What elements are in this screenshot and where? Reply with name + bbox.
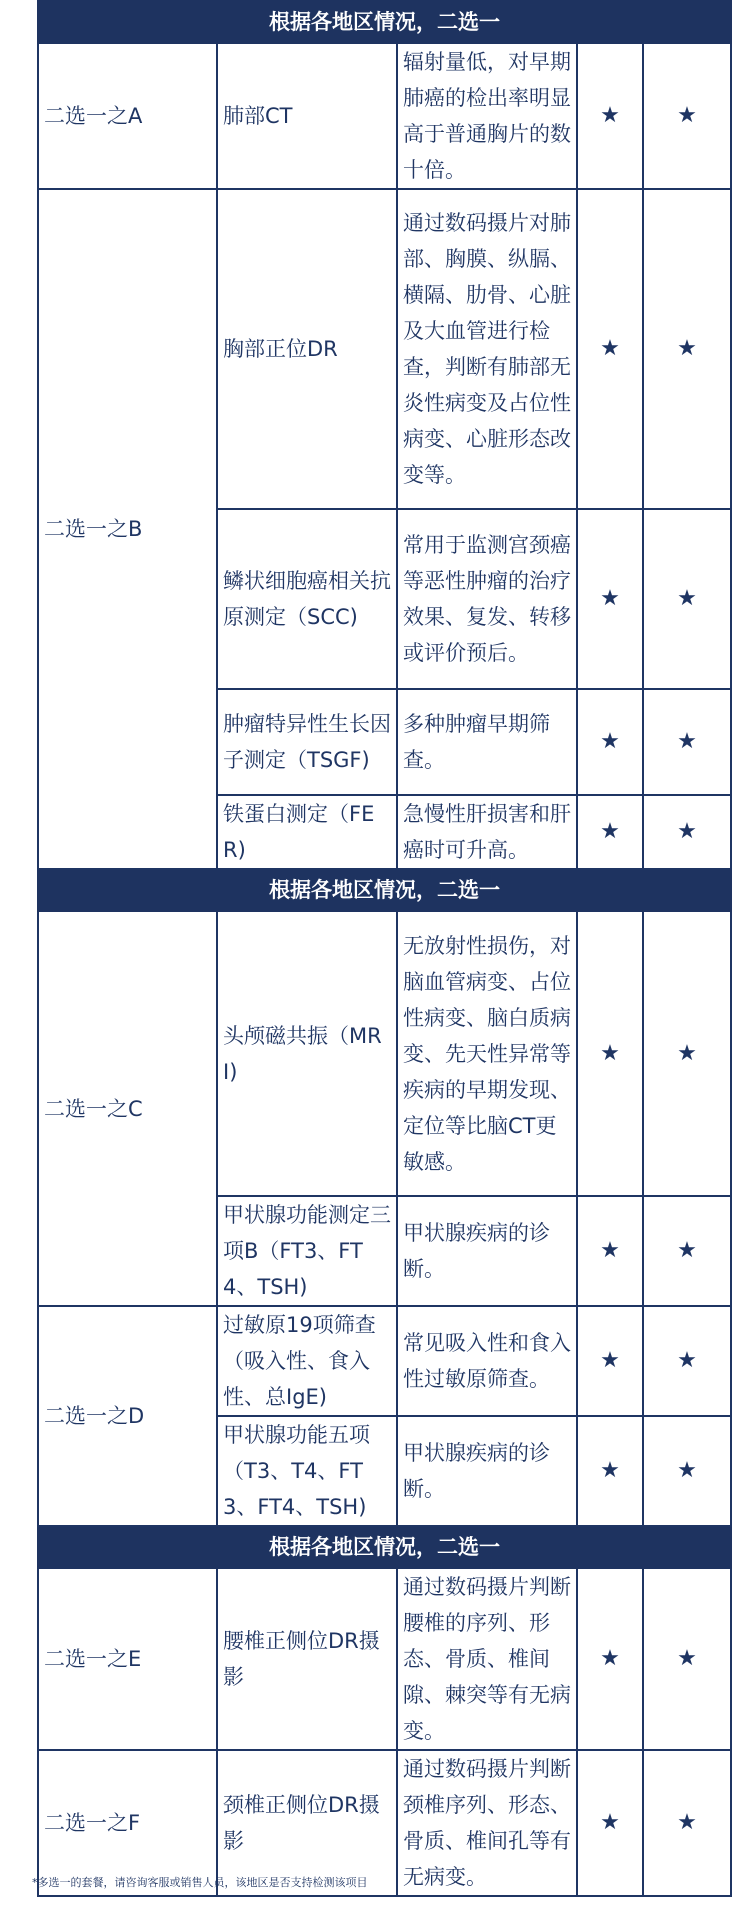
group-label: 二选一之F bbox=[38, 1750, 217, 1896]
table-row bbox=[38, 911, 731, 1196]
group-label: 二选一之E bbox=[38, 1568, 217, 1750]
star-icon: ★ bbox=[643, 911, 731, 1196]
footnote: *多选一的套餐，请咨询客服或销售人员，该地区是否支持检测该项目 bbox=[32, 1876, 368, 1889]
item-name: 腰椎正侧位DR摄影 bbox=[217, 1568, 397, 1750]
star-icon: ★ bbox=[643, 1568, 731, 1750]
item-name: 甲状腺功能测定三项B（FT3、FT4、TSH) bbox=[217, 1196, 397, 1306]
checkup-table-container bbox=[37, 0, 730, 1897]
star-icon: ★ bbox=[643, 689, 731, 795]
item-description: 常用于监测宫颈癌等恶性肿瘤的治疗效果、复发、转移或评价预后。 bbox=[397, 509, 577, 689]
item-description: 多种肿瘤早期筛查。 bbox=[397, 689, 577, 795]
star-icon: ★ bbox=[643, 43, 731, 189]
section-header: 根据各地区情况，二选一 bbox=[38, 869, 731, 911]
star-icon: ★ bbox=[577, 509, 643, 689]
item-name: 过敏原19项筛查（吸入性、食入性、总IgE) bbox=[217, 1306, 397, 1416]
star-icon: ★ bbox=[577, 1196, 643, 1306]
item-name: 铁蛋白测定（FER) bbox=[217, 795, 397, 869]
star-icon: ★ bbox=[577, 1568, 643, 1750]
star-icon: ★ bbox=[643, 509, 731, 689]
star-icon: ★ bbox=[577, 795, 643, 869]
star-icon: ★ bbox=[643, 1750, 731, 1896]
item-description: 甲状腺疾病的诊断。 bbox=[397, 1416, 577, 1526]
item-name: 甲状腺功能五项（T3、T4、FT3、FT4、TSH) bbox=[217, 1416, 397, 1526]
section-header-row bbox=[38, 869, 731, 911]
item-description: 无放射性损伤，对脑血管病变、占位性病变、脑白质病变、先天性异常等疾病的早期发现、定位等比脑CT更敏感。 bbox=[397, 911, 577, 1196]
item-name: 头颅磁共振（MRI) bbox=[217, 911, 397, 1196]
section-header: 根据各地区情况，二选一 bbox=[38, 1526, 731, 1568]
item-description: 辐射量低，对早期肺癌的检出率明显高于普通胸片的数十倍。 bbox=[397, 43, 577, 189]
star-icon: ★ bbox=[577, 189, 643, 509]
item-name: 胸部正位DR bbox=[217, 189, 397, 509]
star-icon: ★ bbox=[643, 795, 731, 869]
item-name: 肿瘤特异性生长因子测定（TSGF) bbox=[217, 689, 397, 795]
star-icon: ★ bbox=[643, 189, 731, 509]
star-icon: ★ bbox=[577, 1306, 643, 1416]
group-label: 二选一之A bbox=[38, 43, 217, 189]
table-row bbox=[38, 189, 731, 509]
star-icon: ★ bbox=[577, 689, 643, 795]
item-description: 常见吸入性和食入性过敏原筛查。 bbox=[397, 1306, 577, 1416]
item-name: 肺部CT bbox=[217, 43, 397, 189]
checkup-items-table bbox=[37, 0, 732, 1897]
star-icon: ★ bbox=[643, 1306, 731, 1416]
star-icon: ★ bbox=[577, 911, 643, 1196]
group-label: 二选一之B bbox=[38, 189, 217, 869]
section-header-row bbox=[38, 1, 731, 43]
item-description: 通过数码摄片判断腰椎的序列、形态、骨质、椎间隙、棘突等有无病变。 bbox=[397, 1568, 577, 1750]
star-icon: ★ bbox=[577, 1750, 643, 1896]
star-icon: ★ bbox=[577, 1416, 643, 1526]
item-name: 鳞状细胞癌相关抗原测定（SCC) bbox=[217, 509, 397, 689]
section-header: 根据各地区情况，二选一 bbox=[38, 1, 731, 43]
star-icon: ★ bbox=[643, 1196, 731, 1306]
group-label: 二选一之C bbox=[38, 911, 217, 1306]
star-icon: ★ bbox=[643, 1416, 731, 1526]
star-icon: ★ bbox=[577, 43, 643, 189]
table-row bbox=[38, 1568, 731, 1750]
table-row bbox=[38, 1306, 731, 1416]
table-row bbox=[38, 43, 731, 189]
item-description: 通过数码摄片对肺部、胸膜、纵膈、横隔、肋骨、心脏及大血管进行检查，判断有肺部无炎性病变及占位性病变、心脏形态改变等。 bbox=[397, 189, 577, 509]
item-name: 颈椎正侧位DR摄影 bbox=[217, 1750, 397, 1896]
section-header-row bbox=[38, 1526, 731, 1568]
item-description: 急慢性肝损害和肝癌时可升高。 bbox=[397, 795, 577, 869]
item-description: 通过数码摄片判断颈椎序列、形态、骨质、椎间孔等有无病变。 bbox=[397, 1750, 577, 1896]
item-description: 甲状腺疾病的诊断。 bbox=[397, 1196, 577, 1306]
group-label: 二选一之D bbox=[38, 1306, 217, 1526]
